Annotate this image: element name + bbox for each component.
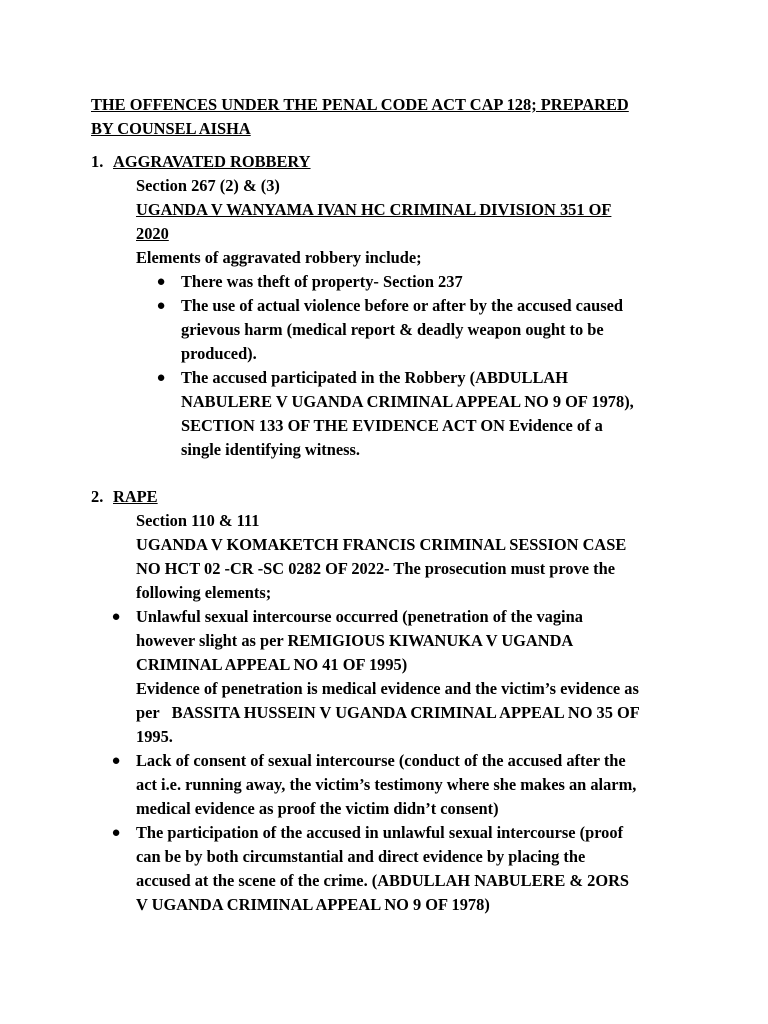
section-1-case-line-2-wrap (136, 222, 696, 246)
list-item-line: Unlawful sexual intercourse occurred (penetration of the vagina (136, 607, 583, 626)
section-1-intro: Elements of aggravated robbery include; (136, 248, 422, 267)
list-item-line: medical evidence as proof the victim didn’t consent) (136, 799, 499, 818)
list-item-line: There was theft of property- Section 237 (181, 272, 463, 291)
list-item-line: Evidence of penetration is medical evidence and the victim’s evidence as (136, 679, 639, 698)
section-2-case-line: following elements; (136, 583, 272, 602)
document-title (91, 93, 691, 141)
section-1-case-line-2: 2020 (136, 224, 169, 243)
list-item-line: accused at the scene of the crime. (ABDULLAH NABULERE & 2ORS (136, 871, 630, 890)
bullet-icon: ● (156, 370, 166, 386)
bullet-icon: ● (111, 753, 121, 769)
list-item (136, 605, 696, 749)
section-2-number: 2. (91, 487, 104, 506)
list-item-line: Lack of consent of sexual intercourse (conduct of the accused after the (136, 751, 626, 770)
list-item-line: NABULERE V UGANDA CRIMINAL APPEAL NO 9 OF 1978), (181, 392, 634, 411)
list-item-line: per BASSITA HUSSEIN V UGANDA CRIMINAL APPEAL NO 35 OF (136, 703, 640, 722)
section-1-number: 1. (91, 152, 104, 171)
bullet-icon: ● (156, 298, 166, 314)
list-item (181, 294, 701, 366)
list-item-line: grievous harm (medical report & deadly weapon ought to be (181, 320, 604, 339)
list-item (181, 270, 701, 294)
section-2-case (136, 533, 696, 605)
title-line-1: THE OFFENCES UNDER THE PENAL CODE ACT CAP 128; PREPARED (91, 95, 629, 114)
list-item (136, 821, 696, 917)
section-1-title: AGGRAVATED ROBBERY (113, 152, 311, 171)
section-1-case-line-1: UGANDA V WANYAMA IVAN HC CRIMINAL DIVISION 351 OF (136, 200, 612, 219)
title-line-2: BY COUNSEL AISHA (91, 119, 251, 138)
list-item (136, 749, 696, 821)
list-item-line: The accused participated in the Robbery (ABDULLAH (181, 368, 569, 387)
section-2-case-line: NO HCT 02 -CR -SC 0282 OF 2022- The prosecution must prove the (136, 559, 615, 578)
list-item (181, 366, 701, 462)
list-item-line: CRIMINAL APPEAL NO 41 OF 1995) (136, 655, 408, 674)
section-2-case-line: UGANDA V KOMAKETCH FRANCIS CRIMINAL SESSION CASE (136, 535, 627, 554)
section-2-title: RAPE (113, 487, 158, 506)
list-item-line: act i.e. running away, the victim’s testimony where she makes an alarm, (136, 775, 637, 794)
bullet-icon: ● (111, 825, 121, 841)
list-item-line: produced). (181, 344, 257, 363)
list-item-line: can be by both circumstantial and direct evidence by placing the (136, 847, 586, 866)
list-item-line: SECTION 133 OF THE EVIDENCE ACT ON Evidence of a (181, 416, 603, 435)
list-item-line: however slight as per REMIGIOUS KIWANUKA V UGANDA (136, 631, 574, 650)
section-1-statute: Section 267 (2) & (3) (136, 176, 280, 195)
list-item-line: V UGANDA CRIMINAL APPEAL NO 9 OF 1978) (136, 895, 490, 914)
bullet-icon: ● (156, 274, 166, 290)
list-item-line: The participation of the accused in unlawful sexual intercourse (proof (136, 823, 624, 842)
list-item-line: single identifying witness. (181, 440, 360, 459)
list-item-line: 1995. (136, 727, 173, 746)
bullet-icon: ● (111, 609, 121, 625)
section-2-heading (91, 485, 691, 509)
section-2-statute: Section 110 & 111 (136, 511, 260, 530)
list-item-line: The use of actual violence before or after by the accused caused (181, 296, 624, 315)
section-1-heading (91, 150, 691, 174)
